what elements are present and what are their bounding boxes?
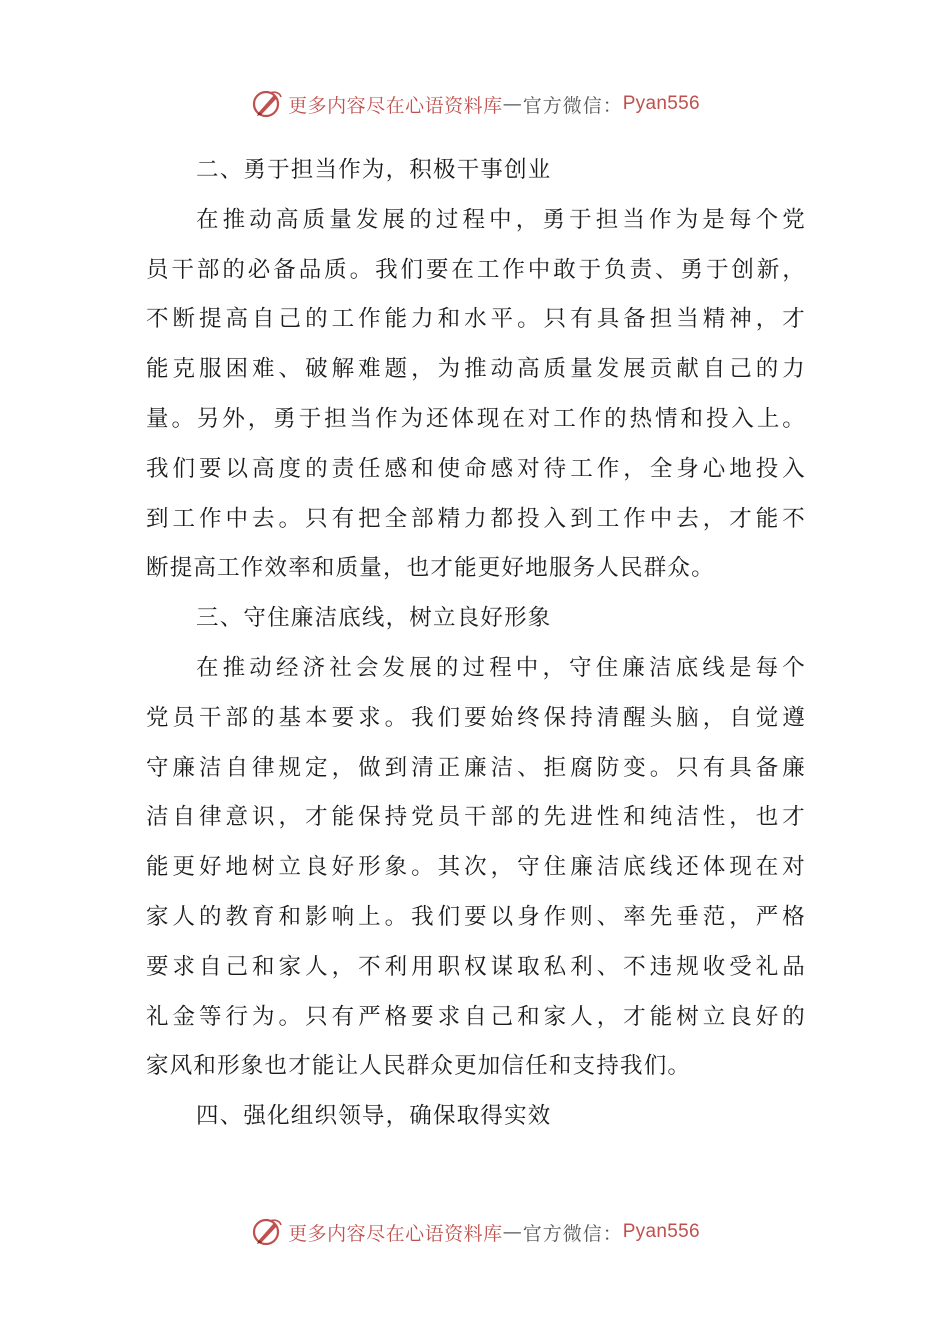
paragraph-line: 到工作中去。只有把全部精力都投入到工作中去，才能不 [146, 505, 806, 532]
paragraph-line: 洁自律意识，才能保持党员干部的先进性和纯洁性，也才 [146, 804, 806, 831]
banner-dash: — [502, 1221, 523, 1243]
banner-main-text: 更多内容尽在心语资料库 [288, 1222, 503, 1245]
paragraph-line: 我们要以高度的责任感和使命感对待工作，全身心地投入 [146, 455, 806, 482]
paragraph-line: 礼金等行为。只有严格要求自己和家人，才能树立良好的 [146, 1003, 806, 1030]
document-body [146, 146, 806, 1142]
footer-watermark-banner [0, 1212, 950, 1252]
paragraph-line: 能克服困难、破解难题，为推动高质量发展贡献自己的力 [146, 356, 806, 383]
paragraph-line: 不断提高自己的工作能力和水平。只有具备担当精神，才 [146, 306, 806, 333]
pen-logo-icon [250, 87, 284, 121]
paragraph-line: 能更好地树立良好形象。其次，守住廉洁底线还体现在对 [146, 854, 806, 881]
header-watermark-banner [0, 84, 950, 124]
paragraph-line: 量。另外，勇于担当作为还体现在对工作的热情和投入上。 [146, 405, 806, 432]
paragraph-line: 党员干部的基本要求。我们要始终保持清醒头脑，自觉遵 [146, 704, 806, 731]
pen-logo-icon [250, 1215, 284, 1249]
section-heading: 二、勇于担当作为，积极干事创业 [196, 157, 552, 183]
paragraph-line: 断提高工作效率和质量，也才能更好地服务人民群众。 [146, 555, 715, 582]
section-heading: 三、守住廉洁底线，树立良好形象 [196, 605, 552, 632]
paragraph-line: 要求自己和家人，不利用职权谋取私利、不违规收受礼品 [146, 953, 806, 980]
paragraph-line: 在推动经济社会发展的过程中，守住廉洁底线是每个 [196, 654, 806, 681]
paragraph-line: 家风和形象也才能让人民群众更加信任和支持我们。 [146, 1053, 692, 1080]
banner-main-text: 更多内容尽在心语资料库 [288, 94, 503, 117]
paragraph-line: 员干部的必备品质。我们要在工作中敢于负责、勇于创新， [146, 256, 806, 283]
section-heading: 四、强化组织领导，确保取得实效 [196, 1103, 552, 1130]
paragraph-line: 守廉洁自律规定，做到清正廉洁、拒腐防变。只有具备廉 [146, 754, 806, 781]
paragraph-line: 家人的教育和影响上。我们要以身作则、率先垂范，严格 [146, 903, 806, 930]
banner-wechat-label: 官方微信： [522, 1222, 623, 1245]
banner-wechat-label: 官方微信： [522, 94, 623, 117]
banner-dash: — [502, 93, 523, 115]
banner-wechat-id: Pyan556 [622, 93, 700, 114]
paragraph-line: 在推动高质量发展的过程中，勇于担当作为是每个党 [196, 206, 806, 233]
banner-wechat-id: Pyan556 [622, 1221, 700, 1242]
